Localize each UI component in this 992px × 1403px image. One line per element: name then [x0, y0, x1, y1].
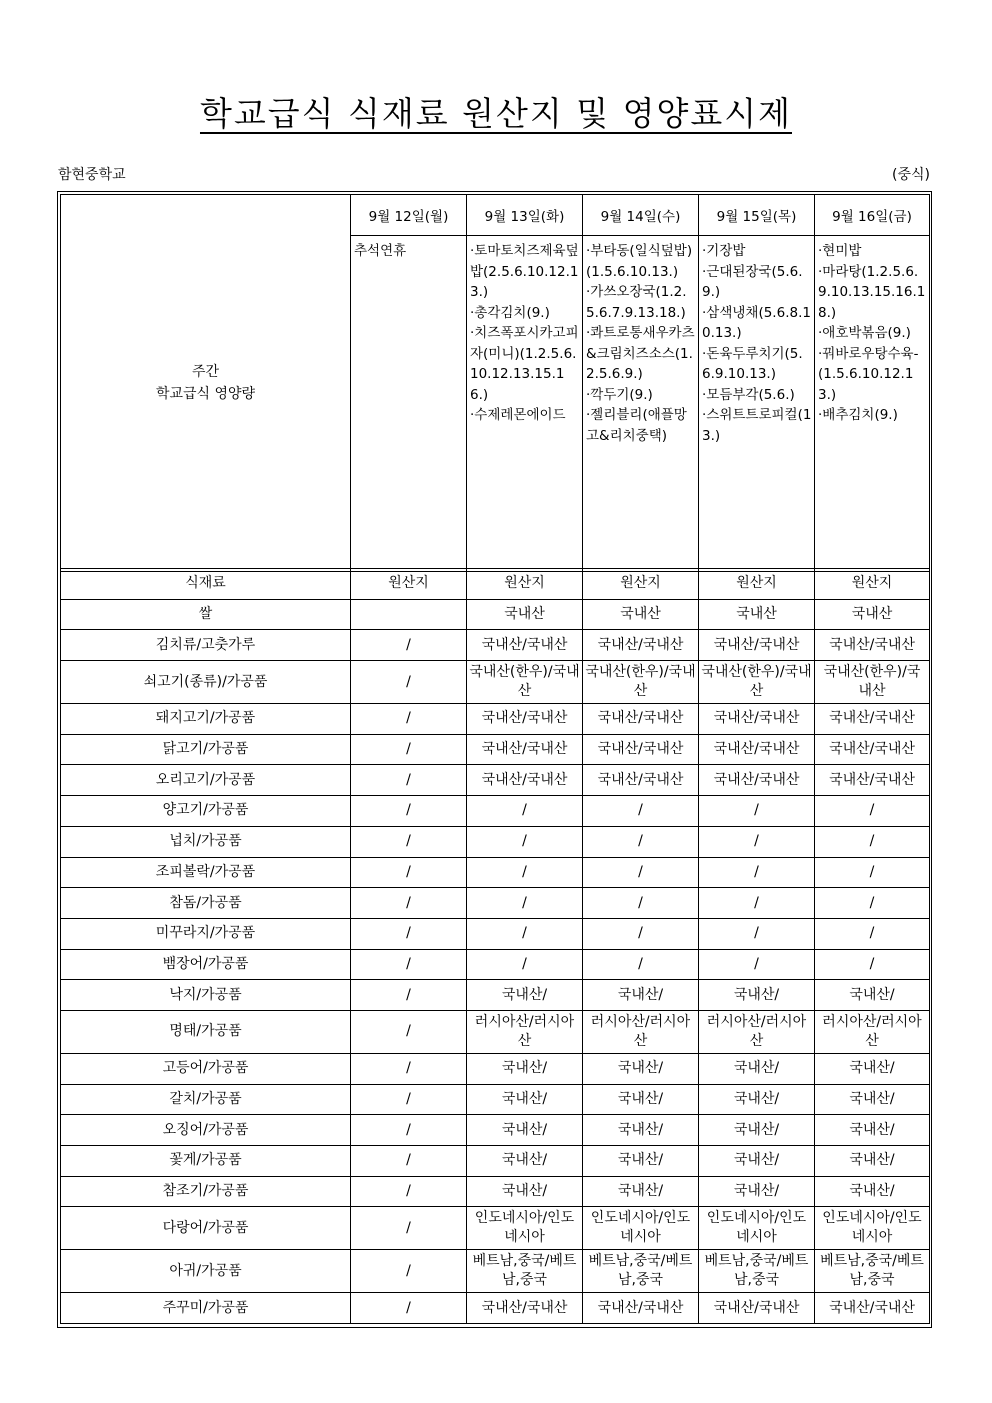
origin-cell: 국내산/ [467, 980, 583, 1011]
origin-cell: 국내산/ [699, 1053, 815, 1084]
origin-cell: 국내산/ [699, 1146, 815, 1177]
origin-cell: 국내산(한우)/국내산 [583, 661, 699, 704]
origin-cell: 국내산/ [467, 1115, 583, 1146]
origin-cell: / [699, 857, 815, 888]
origin-cell: 국내산/국내산 [815, 765, 930, 796]
origin-cell: 국내산/국내산 [699, 734, 815, 765]
ingredient-name: 조피볼락/가공품 [61, 857, 351, 888]
origin-cell: / [467, 888, 583, 919]
origin-cell: / [351, 980, 467, 1011]
origin-cell: / [351, 1293, 467, 1324]
origin-cell: / [351, 630, 467, 661]
origin-cell: 국내산/ [815, 1053, 930, 1084]
menu-item: ·가쓰오장국(1.2.5.6.7.9.13.18.) [586, 284, 687, 321]
origin-cell: 베트남,중국/베트남,중국 [583, 1250, 699, 1293]
table-row [61, 1250, 930, 1293]
menu-item: ·수제레몬에이드 [470, 407, 566, 423]
page-title: 학교급식 식재료 원산지 및 영양표시제 [199, 94, 792, 133]
origin-cell: 국내산 [699, 599, 815, 630]
table-row [61, 1084, 930, 1115]
menu-cell [467, 236, 583, 572]
weekly-label-line: 주간 [191, 364, 220, 380]
origin-cell: 인도네시아/인도네시아 [815, 1207, 930, 1250]
origin-cell: / [467, 857, 583, 888]
weekly-menu-table [60, 194, 930, 572]
origin-cell: / [467, 949, 583, 980]
origin-cell: 국내산 [467, 599, 583, 630]
origin-table-body [61, 569, 930, 1324]
origin-cell: / [815, 826, 930, 857]
ingredient-name: 낙지/가공품 [61, 980, 351, 1011]
table-row [61, 704, 930, 735]
origin-cell: / [351, 888, 467, 919]
origin-cell: / [351, 1250, 467, 1293]
ingredient-name: 쌀 [61, 599, 351, 630]
table-row [61, 734, 930, 765]
origin-cell: / [351, 826, 467, 857]
table-row [61, 1176, 930, 1207]
table-row [61, 765, 930, 796]
day-header: 9월 14일(수) [583, 195, 699, 236]
origin-cell: 국내산/국내산 [699, 1293, 815, 1324]
origin-cell: 국내산/ [467, 1176, 583, 1207]
origin-cell: / [815, 796, 930, 827]
origin-cell: 국내산/국내산 [815, 1293, 930, 1324]
ingredient-name: 주꾸미/가공품 [61, 1293, 351, 1324]
origin-cell: 국내산(한우)/국내산 [467, 661, 583, 704]
table-row [61, 630, 930, 661]
menu-item: ·마라탕(1.2.5.6.9.10.13.15.16.18.) [818, 263, 926, 321]
ingredient-name: 오징어/가공품 [61, 1115, 351, 1146]
ingredient-name: 갈치/가공품 [61, 1084, 351, 1115]
origin-cell: 인도네시아/인도네시아 [467, 1207, 583, 1250]
ingredient-name: 꽃게/가공품 [61, 1146, 351, 1177]
origin-cell: 국내산/ [467, 1084, 583, 1115]
origin-cell: / [351, 1010, 467, 1053]
table-row [61, 599, 930, 630]
table-row [61, 796, 930, 827]
origin-cell: 국내산/ [815, 1084, 930, 1115]
origin-cell: 국내산/국내산 [583, 704, 699, 735]
origin-cell: / [351, 1053, 467, 1084]
ingredient-name: 넙치/가공품 [61, 826, 351, 857]
menu-item: ·총각김치(9.) [470, 304, 550, 321]
origin-cell: 국내산/국내산 [815, 704, 930, 735]
table-row [61, 1010, 930, 1053]
origin-cell: 국내산 [583, 599, 699, 630]
menu-cell [583, 236, 699, 572]
menu-item: ·부타동(일식덮밥)(1.5.6.10.13.) [586, 243, 693, 280]
menu-item: ·삼색냉채(5.6.8.10.13.) [702, 304, 811, 341]
table-row [61, 857, 930, 888]
origin-cell: 국내산/ [699, 1176, 815, 1207]
origin-table [60, 568, 930, 1324]
menu-item: ·깍두기(9.) [586, 386, 653, 403]
origin-cell: 국내산/ [583, 980, 699, 1011]
origin-cell: / [815, 949, 930, 980]
origin-header-cell: 원산지 [699, 569, 815, 600]
origin-cell: / [351, 949, 467, 980]
ingredient-name: 오리고기/가공품 [61, 765, 351, 796]
origin-cell: 베트남,중국/베트남,중국 [815, 1250, 930, 1293]
origin-cell: 국내산(한우)/국내산 [815, 661, 930, 704]
origin-cell: 국내산/국내산 [467, 630, 583, 661]
origin-cell: / [351, 1115, 467, 1146]
menu-item: ·기장밥 [702, 243, 746, 259]
menu-item: ·애호박볶음(9.) [818, 325, 911, 341]
weekly-label-line: 학교급식 영양량 [155, 386, 256, 402]
origin-cell: 러시아산/러시아산 [699, 1010, 815, 1053]
origin-cell: / [699, 949, 815, 980]
table-row [61, 826, 930, 857]
origin-cell: / [351, 765, 467, 796]
ingredient-name: 참조기/가공품 [61, 1176, 351, 1207]
ingredient-name: 미꾸라지/가공품 [61, 918, 351, 949]
origin-cell: / [351, 857, 467, 888]
menu-item: ·근대된장국(5.6.9.) [702, 263, 803, 300]
page-title-wrap [0, 88, 992, 135]
origin-cell: 러시아산/러시아산 [583, 1010, 699, 1053]
origin-cell: / [583, 949, 699, 980]
origin-cell: 국내산/국내산 [815, 630, 930, 661]
ingredient-name: 양고기/가공품 [61, 796, 351, 827]
origin-cell: / [815, 918, 930, 949]
ingredient-name: 명태/가공품 [61, 1010, 351, 1053]
origin-cell: 국내산/ [467, 1146, 583, 1177]
origin-cell: / [351, 1176, 467, 1207]
table-row [61, 1115, 930, 1146]
origin-cell: / [583, 888, 699, 919]
table-row [61, 1146, 930, 1177]
origin-cell: 국내산/국내산 [467, 1293, 583, 1324]
origin-cell: / [351, 796, 467, 827]
origin-cell: 국내산/ [815, 1176, 930, 1207]
table-row [61, 918, 930, 949]
menu-item: ·모듬부각(5.6.) [702, 386, 795, 403]
day-header: 9월 13일(화) [467, 195, 583, 236]
ingredient-name: 고등어/가공품 [61, 1053, 351, 1084]
origin-cell: 국내산(한우)/국내산 [699, 661, 815, 704]
origin-cell: / [699, 918, 815, 949]
origin-cell: / [583, 918, 699, 949]
origin-cell: 러시아산/러시아산 [815, 1010, 930, 1053]
origin-cell: / [467, 796, 583, 827]
origin-header-cell: 원산지 [583, 569, 699, 600]
origin-cell: / [583, 796, 699, 827]
origin-cell: 국내산/ [583, 1053, 699, 1084]
menu-item: ·치즈폭포시카고피자(미니)(1.2.5.6.10.12.13.15.16.) [470, 325, 579, 403]
origin-cell: 국내산/국내산 [467, 734, 583, 765]
origin-cell: 인도네시아/인도네시아 [699, 1207, 815, 1250]
origin-cell: / [351, 1084, 467, 1115]
origin-cell: 러시아산/러시아산 [467, 1010, 583, 1053]
origin-cell: 국내산/국내산 [467, 704, 583, 735]
meal-type: (중식) [892, 167, 930, 183]
ingredient-name: 김치류/고춧가루 [61, 630, 351, 661]
table-row [61, 1053, 930, 1084]
origin-cell: 국내산/국내산 [583, 630, 699, 661]
origin-cell: / [815, 857, 930, 888]
origin-cell: 국내산/ [583, 1084, 699, 1115]
origin-cell: 국내산/국내산 [815, 734, 930, 765]
day-header: 9월 12일(월) [351, 195, 467, 236]
table-row [61, 661, 930, 704]
weekly-nutrition-label [61, 195, 351, 572]
origin-cell: / [699, 826, 815, 857]
menu-item: ·돈육두루치기(5.6.9.10.13.) [702, 345, 803, 382]
origin-cell: 국내산/ [583, 1146, 699, 1177]
origin-cell: / [351, 734, 467, 765]
origin-cell: 국내산/ [815, 980, 930, 1011]
menu-cell [699, 236, 815, 572]
origin-cell: 국내산/국내산 [583, 1293, 699, 1324]
table-row [61, 980, 930, 1011]
menu-cell [351, 236, 467, 572]
origin-cell: 국내산/국내산 [699, 704, 815, 735]
origin-cell: / [467, 918, 583, 949]
menu-item: ·현미밥 [818, 243, 862, 259]
menu-item: ·스위트트로피컬(13.) [702, 407, 812, 444]
table-row [61, 1293, 930, 1324]
origin-cell: 인도네시아/인도네시아 [583, 1207, 699, 1250]
origin-cell: 베트남,중국/베트남,중국 [467, 1250, 583, 1293]
origin-cell: / [467, 826, 583, 857]
origin-cell: 국내산/ [583, 1115, 699, 1146]
origin-cell: / [351, 918, 467, 949]
ingredient-name: 뱀장어/가공품 [61, 949, 351, 980]
table-row [61, 949, 930, 980]
origin-cell: 국내산/국내산 [467, 765, 583, 796]
origin-header-cell: 원산지 [815, 569, 930, 600]
origin-cell: / [351, 661, 467, 704]
origin-header-row [61, 569, 930, 600]
origin-header-cell: 식재료 [61, 569, 351, 600]
ingredient-name: 쇠고기(종류)/가공품 [61, 661, 351, 704]
menu-item: 추석연휴 [354, 243, 407, 259]
origin-cell: / [699, 796, 815, 827]
menu-item: ·꿔바로우탕수육-(1.5.6.10.12.13.) [818, 345, 919, 403]
origin-cell [351, 599, 467, 630]
origin-cell: 국내산/국내산 [583, 765, 699, 796]
menu-cell [815, 236, 930, 572]
ingredient-name: 돼지고기/가공품 [61, 704, 351, 735]
origin-cell: 베트남,중국/베트남,중국 [699, 1250, 815, 1293]
origin-cell: / [351, 1146, 467, 1177]
origin-cell: 국내산/ [699, 1115, 815, 1146]
origin-cell: 국내산/ [815, 1146, 930, 1177]
ingredient-name: 아귀/가공품 [61, 1250, 351, 1293]
origin-cell: 국내산/국내산 [699, 630, 815, 661]
origin-cell: 국내산/ [583, 1176, 699, 1207]
origin-cell: 국내산 [815, 599, 930, 630]
origin-cell: 국내산/국내산 [583, 734, 699, 765]
day-header: 9월 16일(금) [815, 195, 930, 236]
menu-item: ·배추김치(9.) [818, 407, 898, 423]
origin-cell: 국내산/ [467, 1053, 583, 1084]
origin-cell: / [699, 888, 815, 919]
origin-cell: / [583, 857, 699, 888]
table-row [61, 1207, 930, 1250]
origin-cell: / [351, 1207, 467, 1250]
origin-cell: / [815, 888, 930, 919]
school-name: 함현중학교 [58, 167, 126, 183]
origin-cell: / [583, 826, 699, 857]
origin-header-cell: 원산지 [467, 569, 583, 600]
ingredient-name: 닭고기/가공품 [61, 734, 351, 765]
ingredient-name: 다랑어/가공품 [61, 1207, 351, 1250]
menu-item: ·토마토치즈제육덮밥(2.5.6.10.12.13.) [470, 243, 579, 300]
origin-cell: 국내산/ [699, 980, 815, 1011]
day-header: 9월 15일(목) [699, 195, 815, 236]
menu-header-row [61, 195, 930, 236]
menu-item: ·콰트로통새우카츠&크림치즈소스(1.2.5.6.9.) [586, 325, 695, 382]
origin-cell: 국내산/ [815, 1115, 930, 1146]
table-row [61, 888, 930, 919]
origin-cell: / [351, 704, 467, 735]
menu-item: ·젤리블리(애플망고&리치중택) [586, 407, 687, 444]
origin-cell: 국내산/ [699, 1084, 815, 1115]
origin-cell: 국내산/국내산 [699, 765, 815, 796]
ingredient-name: 참돔/가공품 [61, 888, 351, 919]
origin-header-cell: 원산지 [351, 569, 467, 600]
